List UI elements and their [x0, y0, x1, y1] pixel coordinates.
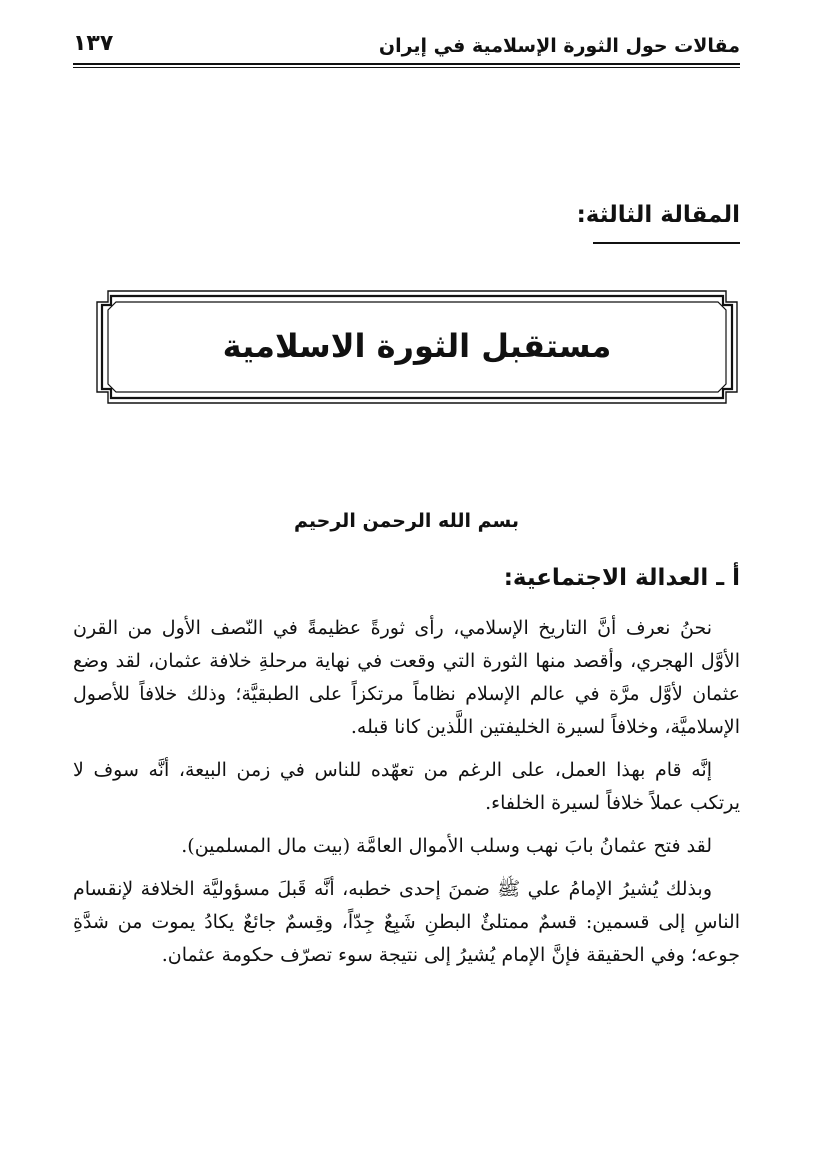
paragraph: وبذلك يُشيرُ الإمامُ علي ﷺ ضمنَ إحدى خطبه، أنَّه قَبلَ مسؤوليَّة الخلافة لإنقسام الناسِ إلى قسمين: قسمٌ ممتلئٌ البطنِ شَبِعٌ جِدّاً، وقِسمٌ جائعٌ يكادُ يموت من شدَّةِ جوعه؛ وفي الحقيقة فإنَّ الإمام يُشيرُ إلى نتيجة سوء تصرّف حكومة عثمان. [73, 878, 740, 966]
article-label: المقالة الثالثة: [576, 202, 740, 228]
section-heading: أ ـ العدالة الاجتماعية: [503, 565, 740, 591]
header-rule-thick [73, 63, 740, 65]
paragraph: إنَّه قام بهذا العمل، على الرغم من تعهّده للناس في زمن البيعة، أنَّه سوف لا يرتكب عملاً خلافاً لسيرة الخلفاء. [73, 759, 740, 814]
running-header [73, 30, 740, 60]
basmala: بسم الله الرحمن الرحيم [294, 510, 519, 532]
paragraph: لقد فتح عثمانُ بابَ نهب وسلب الأموال العامَّة (بيت مال المسلمين). [181, 835, 712, 857]
article-label-underline [593, 242, 740, 244]
paragraph: نحنُ نعرف أنَّ التاريخ الإسلامي، رأى ثورةً عظيمةً في النّصف الأول من القرن الأوَّل الهجري، وأقصد منها الثورة التي وقعت في نهاية مرحلةِ خلافة عثمان، لقد وضع عثمان لأوَّل مرَّة في عالم الإسلام نظاماً مرتكزاً على الطبقيَّة؛ وذلك خلافاً للأصول الإسلاميَّة، وخلافاً لسيرة الخليفتين اللَّذين كانا قبله. [73, 617, 740, 738]
article-title: مستقبل الثورة الاسلامية [222, 327, 612, 365]
running-header-title: مقالات حول الثورة الإسلامية في إيران [378, 35, 740, 57]
page-number: ١٣٧ [73, 31, 114, 56]
body-text [73, 612, 740, 982]
header-rule-thin [73, 67, 740, 68]
